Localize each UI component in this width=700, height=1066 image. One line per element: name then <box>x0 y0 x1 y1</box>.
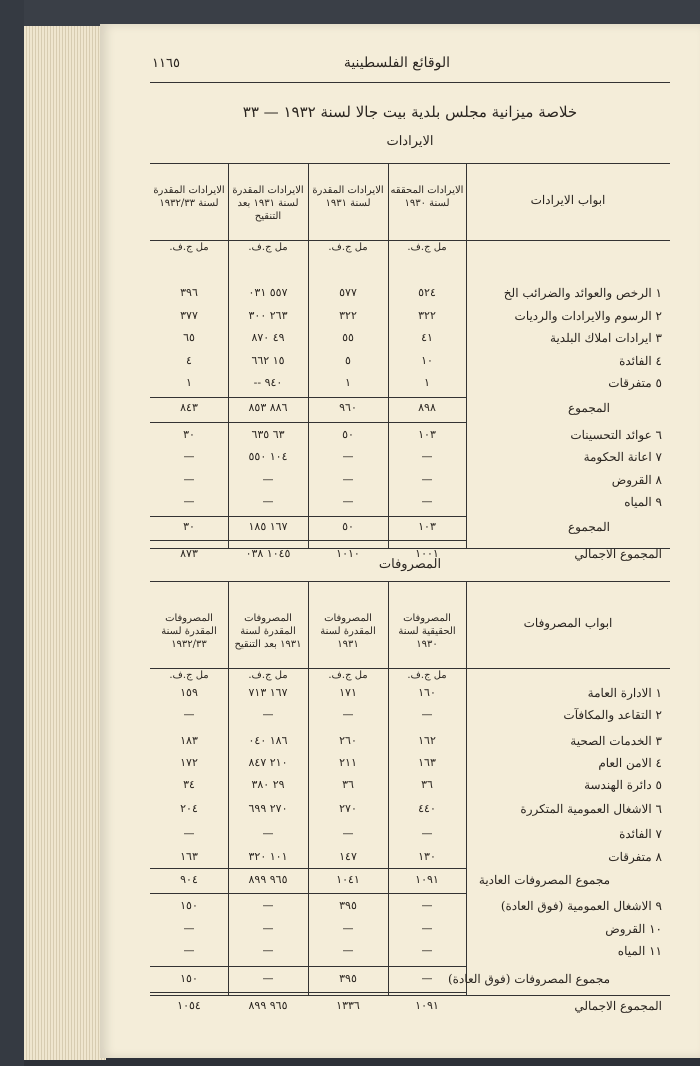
page-title: خلاصة ميزانية مجلس بلدية بيت جالا لسنة ١٩٣٢ — ٣٣ <box>242 103 578 121</box>
table-cell: — <box>342 473 354 486</box>
table-cell: ١٥٠ <box>180 972 198 985</box>
table-cell: — <box>183 922 195 935</box>
table-cell: ٩٠٤ <box>180 873 198 886</box>
unit-label: مل ج.ف. <box>169 670 209 681</box>
table-cell: — <box>421 827 433 840</box>
column-header: المصروفات المقدرة لسنة ١٩٣٢/٣٣ <box>161 613 217 650</box>
table-cell: ١٦٠ <box>418 686 436 699</box>
table-cell: ٤٤٠ <box>418 802 436 815</box>
table-cell: ١٨٦ ٠٤٠ <box>248 734 288 747</box>
column-header: الايرادات المحققه لسنة ١٩٣٠ <box>390 185 464 209</box>
total-rule <box>150 397 466 398</box>
table-cell: — <box>183 827 195 840</box>
table-cell: — <box>421 922 433 935</box>
table-cell: ٢٠٤ <box>180 802 198 815</box>
unit-label: مل ج.ف. <box>407 242 447 253</box>
table-cell: ٤٩ ٨٧٠ <box>251 331 285 344</box>
column-header: الايرادات المقدرة لسنة ١٩٣١ <box>312 185 384 209</box>
row-label: ٧ الفائدة <box>619 827 662 841</box>
table-cell: ٤١ <box>421 331 433 344</box>
row-label: ٥ متفرقات <box>608 376 662 390</box>
row-label: ٤ الفائدة <box>619 354 662 368</box>
table-cell: — <box>262 922 274 935</box>
expenditure-section-title: المصروفات <box>378 557 442 572</box>
column-header: المصروفات المقدرة لسنة ١٩٣١ بعد التنقيح <box>234 613 302 650</box>
unit-label: مل ج.ف. <box>248 242 288 253</box>
table-cell: — <box>421 473 433 486</box>
table-cell: ٣٩٥ <box>339 899 357 912</box>
unit-label: مل ج.ف. <box>328 670 368 681</box>
table-cell: — <box>342 450 354 463</box>
expenditure-table <box>150 581 670 1013</box>
unit-label: مل ج.ف. <box>328 242 368 253</box>
table-cell: — <box>183 944 195 957</box>
column-divider <box>466 582 467 995</box>
table-cell: ٥٠ <box>342 428 354 441</box>
row-label: ٦ عوائد التحسينات <box>570 428 662 442</box>
unit-label: مل ج.ف. <box>169 242 209 253</box>
table-cell: — <box>262 473 274 486</box>
table-cell: ١٠٩١ <box>415 999 439 1012</box>
table-cell: — <box>342 827 354 840</box>
table-cell: ١٦٧ ١٨٥ <box>248 520 288 533</box>
table-cell: ١٥٠ <box>180 899 198 912</box>
unit-label: مل ج.ف. <box>248 670 288 681</box>
table-cell: — <box>421 899 433 912</box>
table-cell: — <box>183 708 195 721</box>
table-cell: ١٠٥٤ <box>177 999 201 1012</box>
header-divider <box>150 240 670 241</box>
table-cell: ٢٩ ٣٨٠ <box>251 778 285 791</box>
table-cell: ١٠٤ ٥٥٠ <box>248 450 288 463</box>
row-label: ٧ اعانة الحكومة <box>583 450 662 464</box>
row-label: ٩ المياه <box>624 495 662 509</box>
table-cell: ٢٧٠ ٦٩٩ <box>248 802 288 815</box>
table-cell: ٢٦٣ ٣٠٠ <box>248 309 288 322</box>
total-rule <box>150 893 466 894</box>
row-label: المجموع <box>568 520 610 534</box>
table-cell: — <box>342 944 354 957</box>
table-cell: ٤ <box>186 354 192 367</box>
table-cell: ٩٤٠ -- <box>253 376 283 389</box>
row-label: ١١ المياه <box>617 944 662 958</box>
table-cell: ٣٧٧ <box>180 309 198 322</box>
revenue-table <box>150 163 670 561</box>
table-cell: ١٠ <box>421 354 433 367</box>
table-cell: ١٠١ ٣٢٠ <box>248 850 288 863</box>
total-rule <box>150 868 466 869</box>
table-cell: ١٧١ <box>339 686 357 699</box>
table-cell: ٨٨٦ ٨٥٣ <box>248 401 288 414</box>
table-cell: ٦٣ ٦٣٥ <box>251 428 285 441</box>
row-label-header: ابواب المصروفات <box>523 616 613 630</box>
table-cell: ١٦٧ ٧١٣ <box>248 686 288 699</box>
row-label: ٢ الرسوم والايرادات والرديات <box>514 309 662 323</box>
row-label-header: ابواب الايرادات <box>530 193 606 207</box>
column-header: الايرادات المقدرة لسنة ١٩٣١ بعد التنقيح <box>232 185 304 222</box>
table-cell: — <box>342 922 354 935</box>
row-label: ٦ الاشغال العمومية المتكررة <box>520 802 662 816</box>
table-cell: — <box>262 944 274 957</box>
table-cell: ١٠٤٥ ٠٣٨ <box>245 547 291 560</box>
table-cell: — <box>342 708 354 721</box>
table-cell: ٩٦٠ <box>339 401 357 414</box>
row-label: ٩ الاشغال العمومية (فوق العادة) <box>500 899 662 913</box>
table-cell: ٩٦٥ ٨٩٩ <box>248 873 288 886</box>
row-label: ٣ ايرادات املاك البلدية <box>550 331 662 345</box>
table-cell: — <box>421 944 433 957</box>
table-cell: — <box>421 495 433 508</box>
table-cell: ١٣٣٦ <box>336 999 360 1012</box>
table-cell: ٣٩٥ <box>339 972 357 985</box>
row-label: ٨ القروض <box>611 473 662 487</box>
row-label: ١٠ القروض <box>605 922 662 936</box>
table-cell: — <box>421 708 433 721</box>
table-cell: ١٦٣ <box>180 850 198 863</box>
table-cell: — <box>262 972 274 985</box>
book-cover-left <box>0 0 24 1066</box>
table-cell: ١٦٣ <box>418 756 436 769</box>
table-cell: ٩٦٥ ٨٩٩ <box>248 999 288 1012</box>
header-divider <box>150 668 670 669</box>
table-cell: ٣٩٦ <box>180 286 198 299</box>
table-cell: — <box>262 495 274 508</box>
table-cell: ١٠٠١ <box>415 547 439 560</box>
row-label: المجموع الاجمالي <box>574 547 662 561</box>
table-cell: ٥٥ <box>342 331 354 344</box>
column-header: الايرادات المقدرة لسنة ١٩٣٢/٣٣ <box>153 185 225 209</box>
header-rule <box>150 82 670 83</box>
table-cell: ٥ <box>345 354 351 367</box>
table-cell: ١٧٢ <box>180 756 198 769</box>
total-rule <box>150 540 466 541</box>
table-cell: ٣٦ <box>342 778 354 791</box>
total-rule <box>150 992 466 993</box>
total-rule <box>150 966 466 967</box>
column-header: المصروفات المقدرة لسنة ١٩٣١ <box>320 613 376 650</box>
column-divider <box>466 164 467 548</box>
table-cell: — <box>421 450 433 463</box>
table-cell: ١٠١٠ <box>336 547 360 560</box>
table-cell: ١٦٢ <box>418 734 436 747</box>
table-cell: — <box>183 450 195 463</box>
table-cell: ١٤٧ <box>339 850 357 863</box>
table-cell: ٨٤٣ <box>180 401 198 414</box>
table-cell: ٨٧٣ <box>180 547 198 560</box>
table-cell: ١ <box>345 376 351 389</box>
table-cell: ٥٧٧ <box>339 286 357 299</box>
table-cell: ٥٢٤ <box>418 286 436 299</box>
table-cell: ٣٢٢ <box>418 309 436 322</box>
table-cell: ٣٠ <box>183 428 195 441</box>
table-cell: ١ <box>424 376 430 389</box>
row-label: ٥ دائرة الهندسة <box>584 778 662 792</box>
page-edges <box>24 26 106 1060</box>
table-cell: ٨٩٨ <box>418 401 436 414</box>
table-cell: ١٨٣ <box>180 734 198 747</box>
table-cell: ٦٥ <box>183 331 195 344</box>
table-cell: — <box>183 473 195 486</box>
total-rule <box>150 422 466 423</box>
row-label: ٢ التقاعد والمكافآت <box>563 708 662 722</box>
table-cell: — <box>342 495 354 508</box>
table-cell: ٣٢٢ <box>339 309 357 322</box>
row-label: مجموع المصروفات العادية <box>478 873 610 887</box>
table-cell: ١٠٩١ <box>415 873 439 886</box>
table-cell: ٣٦ <box>421 778 433 791</box>
table-cell: ٥٥٧ ٠٣١ <box>248 286 288 299</box>
row-label: المجموع الاجمالي <box>574 999 662 1013</box>
table-cell: — <box>183 495 195 508</box>
row-label: ١ الادارة العامة <box>587 686 662 700</box>
row-label: المجموع <box>568 401 610 415</box>
table-cell: ٢١٠ ٨٤٧ <box>248 756 288 769</box>
table-cell: ١٥ ٦٦٢ <box>251 354 285 367</box>
table-cell: ٢٧٠ <box>339 802 357 815</box>
table-cell: ٥٠ <box>342 520 354 533</box>
column-header: المصروفات الحقيقية لسنة ١٩٣٠ <box>398 613 456 650</box>
table-cell: ٣٤ <box>183 778 195 791</box>
table-cell: ٢١١ <box>339 756 357 769</box>
table-cell: ١٠٣ <box>418 428 436 441</box>
table-cell: ١٠٤١ <box>336 873 360 886</box>
revenue-section-title: الايرادات <box>386 134 434 149</box>
table-cell: ١ <box>186 376 192 389</box>
table-cell: ٣٠ <box>183 520 195 533</box>
table-cell: — <box>262 899 274 912</box>
table-cell: — <box>421 972 433 985</box>
total-rule <box>150 516 466 517</box>
row-label: ٤ الامن العام <box>598 756 662 770</box>
row-label: ٨ متفرقات <box>608 850 662 864</box>
row-label: ٣ الخدمات الصحية <box>570 734 662 748</box>
running-head: الوقائع الفلسطينية <box>343 55 450 71</box>
table-cell: — <box>262 827 274 840</box>
table-cell: ١٥٩ <box>180 686 198 699</box>
table-cell: ١٠٣ <box>418 520 436 533</box>
row-label: مجموع المصروفات (فوق العادة) <box>447 972 610 986</box>
unit-label: مل ج.ف. <box>407 670 447 681</box>
table-cell: ٢٦٠ <box>339 734 357 747</box>
page-number: ١١٦٥ <box>152 56 180 71</box>
row-label: ١ الرخص والعوائد والضرائب الخ <box>503 286 662 300</box>
table-cell: ١٣٠ <box>418 850 436 863</box>
document-page <box>100 24 700 1058</box>
table-cell: — <box>262 708 274 721</box>
